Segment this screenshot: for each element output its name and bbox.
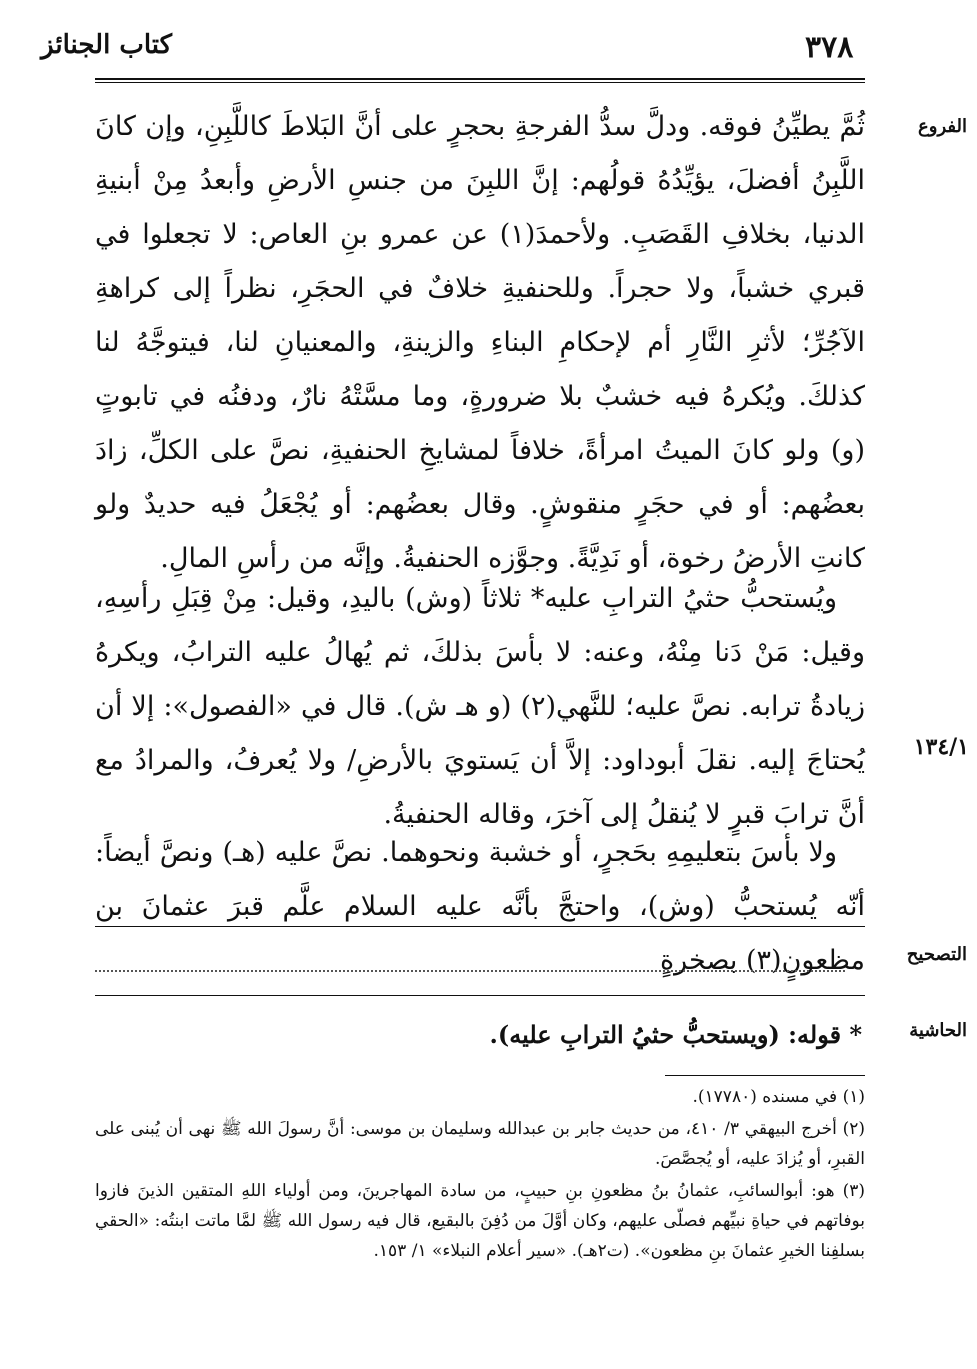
footnotes (95, 1082, 865, 1268)
footnote-3: (٣) هو: أبوالسائبِ، عثمانُ بنُ مظعونِ بنِ حبيبٍ، من سادة المهاجرينَ، ومن أولياء اللهِ المتقين الذينَ فازوا بوفاتهم في حياةِ نبيِّهم فصلّى عليهم، وكان أوَّلَ من دُفِنَ بالبقيع، قال فيه رسول الله ﷺ لمَّا ماتت ابنتُه: «الحقي بسلفِنا الخيرِ عثمانَ بنِ مظعون». (ت٢هـ). «سير أعلام النبلاء» ١/ ١٥٣. (95, 1181, 865, 1261)
footnote-rule (665, 1075, 865, 1076)
main-text-paragraph-1 (95, 100, 865, 586)
hashiya-divider-rule (95, 995, 865, 996)
page-number: ٣٧٨ (805, 30, 854, 65)
header-title: كتاب الجنائز (41, 30, 172, 60)
paragraph-text: ويُستحبُّ حثيُ الترابِ عليه* ثلاثاً (وش) باليدِ، وقيل: مِنْ قِبَلِ رأسِهِ، وقيل: مَنْ دَنا مِنْهُ، وعنه: لا بأسَ بذلكَ، ثم يُهالُ عليه الترابُ، ويكرهُ زيادةُ ترابه. نصَّ عليه؛ للنَّهي(٢) (و هـ ش). قال في «الفصول»: إلا أن يُحتاجَ إليه. نقلَ أبوداود: إلاَّ أن يَستويَ بالأرضِ/ ولا يُعرفُ، والمرادُ مع أنَّ ترابَ قبرٍ لا يُنقلُ إلى آخرَ، وقاله الحنفيةُ. (95, 583, 865, 830)
main-text-paragraph-2 (95, 572, 865, 842)
paragraph-text: ولا بأسَ بتعليمِهِ بحَجرٍ، أو خشبة ونحوهما. نصَّ عليه (هـ) ونصَّ أيضاً: أنّه يُستحبُّ (وش)، واحتجَّ بأنَّه عليه السلام علَّم قبرَ عثمانَ بن مظعونٍ(٣) بصخرةٍ (95, 837, 865, 976)
margin-label-hashiya: الحاشية (909, 1020, 967, 1041)
header-rule-bottom (95, 82, 865, 83)
header-rule-top (95, 78, 865, 80)
footnote-1: (١) في مسنده (١٧٧٨٠). (692, 1087, 865, 1107)
tashih-dotted-line (95, 960, 845, 972)
footnote-2: (٢) أخرج البيهقي ٣/ ٤١٠، من حديث جابر بن عبدالله وسليمان بن موسى: أنَّ رسولَ الله ﷺ نهى أن يُبنى على القبرِ، أو يُزادَ عليه، أو يُجصَّصَ. (95, 1119, 865, 1169)
hashiya-note: * قوله: (ويستحبُّ حثيُ الترابِ عليه). (489, 1020, 862, 1049)
section-divider-rule (95, 926, 865, 927)
paragraph-text: ثُمَّ يطيِّنُ فوقه. ودلَّ سدُّ الفرجةِ بحجرٍ على أنَّ البَلاطَ كاللَّبِنِ، وإن كانَ اللَّبِنُ أفضلَ، يؤيِّدُهُ قولُهم: إنَّ اللبِنَ من جنسِ الأرضِ وأبعدُ مِنْ أبنيةِ الدنيا، بخلافِ القَصَبِ. ولأحمدَ(١) عن عمرو بنِ العاص: لا تجعلوا في قبري خشباً، ولا حجراً. وللحنفيةِ خلافٌ في الحجَرِ، نظراً إلى كراهةِ الآجُرِّ؛ لأثرِ النَّارِ أم لإحكامِ البناءِ والزينةِ، والمعنيانِ لنا، فيتوجَّهُ لنا كذلكَ. ويُكرهُ فيه خشبٌ بلا ضرورةٍ، وما مسَّتْهُ نارٌ، ودفنُه في تابوتٍ (و) ولو كانَ الميتُ امرأةً، خلافاً لمشايخِ الحنفيةِ، نصَّ على الكلِّ، زادَ بعضُهم: أو في حجَرٍ منقوشٍ. وقال بعضُهم: أو يُجْعَلُ فيه حديدٌ ولو كانتِ الأرضُ رخوة، أو نَدِيَّةً. وجوَّزه الحنفيةُ. وإنَّه من رأسِ المالِ. (95, 111, 865, 574)
margin-volume-page-ref: ١٣٤/١ (913, 734, 969, 760)
margin-label-furu: الفروع (918, 116, 967, 137)
margin-label-tashih: التصحيح (906, 944, 967, 965)
